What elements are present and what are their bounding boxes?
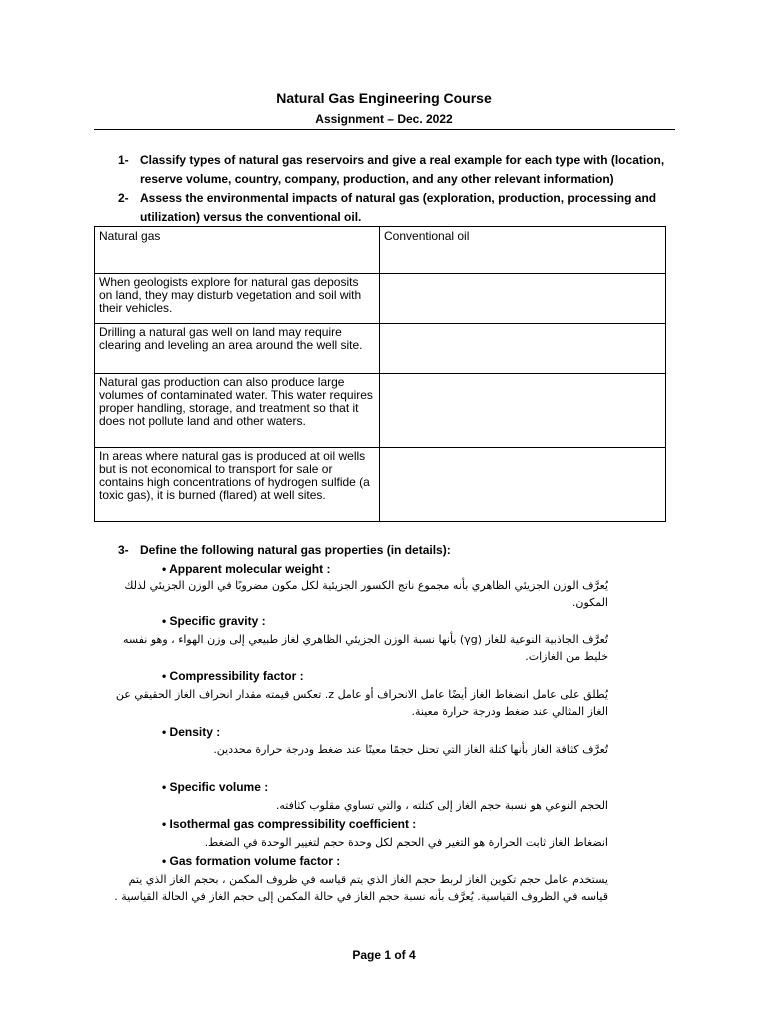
- question-1: [118, 151, 678, 189]
- question-3: [118, 541, 678, 560]
- table-cell-natural-gas: Drilling a natural gas well on land may require clearing and leveling an area around the well site.: [95, 324, 380, 374]
- property-heading: • Specific gravity :: [162, 614, 266, 628]
- property-heading: • Compressibility factor :: [162, 669, 304, 683]
- table-row: [95, 374, 666, 448]
- table-cell-conventional-oil: [380, 274, 666, 324]
- question-number: 1-: [118, 153, 129, 167]
- property-heading: • Isothermal gas compressibility coefficient :: [162, 817, 417, 831]
- question-text: Classify types of natural gas reservoirs and give a real example for each type with (location, reserve volume, country, company, production, and any other relevant information): [140, 153, 665, 186]
- property-definition: الحجم النوعي هو نسبة حجم الغاز إلى كتلته ، والتي تساوي مقلوب كثافته.: [275, 799, 608, 812]
- question-number: 2-: [118, 191, 129, 205]
- document-subtitle: Assignment – Dec. 2022: [315, 112, 453, 126]
- property-definition: تُعرَّف كثافة الغاز بأنها كتلة الغاز التي تحتل حجمًا معينًا عند ضغط ودرجة حرارة محددين.: [213, 743, 608, 756]
- question-number: 3-: [118, 543, 129, 557]
- question-text: Define the following natural gas properties (in details):: [140, 543, 451, 557]
- table-cell-natural-gas: Natural gas production can also produce large volumes of contaminated water. This water requires proper handling, storage, and treatment so that it does not pollute land and other waters.: [95, 374, 380, 448]
- table-cell-conventional-oil: [380, 374, 666, 448]
- property-definition: يُطلق على عامل انضغاط الغاز أيضًا عامل الانحراف أو عامل z. تعكس قيمته مقدار انحراف الغاز الحقيقي عن الغاز المثالي عند ضغط ودرجة حرارة معينة.: [115, 688, 608, 718]
- property-definition: تُعرَّف الجاذبية النوعية للغاز (γg) بأنها نسبة الوزن الجزيئي الظاهري لغاز طبيعي إلى وزن الهواء ، وهو نفسه خليط من الغازات.: [123, 633, 608, 663]
- document-title: Natural Gas Engineering Course: [276, 90, 492, 106]
- property-heading: • Apparent molecular weight :: [162, 562, 331, 576]
- table-row: [95, 324, 666, 374]
- header-natural-gas: Natural gas: [95, 227, 380, 274]
- property-definition: انضغاط الغاز ثابت الحرارة هو التغير في الحجم لكل وحدة حجم لتغيير الوحدة في الضغط.: [204, 836, 608, 849]
- property-heading: • Density :: [162, 725, 221, 739]
- property-heading: • Specific volume :: [162, 780, 269, 794]
- property-heading: • Gas formation volume factor :: [162, 854, 341, 868]
- table-cell-natural-gas: In areas where natural gas is produced at oil wells but is not economical to transport for sale or contains high concentrations of hydrogen sulfide (a toxic gas), it is burned (flared) at well sites.: [95, 448, 380, 522]
- question-text: Assess the environmental impacts of natural gas (exploration, production, processing and utilization) versus the conventional oil.: [140, 191, 657, 224]
- table-header-row: [95, 227, 666, 274]
- table-cell-conventional-oil: [380, 448, 666, 522]
- property-definition: يُعرَّف الوزن الجزيئي الظاهري بأنه مجموع ناتج الكسور الجزيئية لكل مكون مضروبًا في الوزن الجزيئي لذلك المكون.: [124, 579, 608, 609]
- page-number: Page 1 of 4: [352, 948, 416, 962]
- table-cell-natural-gas: When geologists explore for natural gas deposits on land, they may disturb vegetation and soil with their vehicles.: [95, 274, 380, 324]
- property-definition: يستخدم عامل حجم تكوين الغاز لربط حجم الغاز الذي يتم قياسه في ظروف المكمن ، بحجم الغاز الذي يتم قياسه في الظروف القياسية. يُعرَّف بأنه نسبة حجم الغاز في حالة المكمن إلى حجم الغاز في الحالة القياسية .: [114, 873, 608, 903]
- table-row: [95, 274, 666, 324]
- comparison-table: [94, 226, 666, 522]
- header-conventional-oil: Conventional oil: [380, 227, 666, 274]
- header-divider: [94, 129, 675, 130]
- question-2: [118, 189, 678, 227]
- table-row: [95, 448, 666, 522]
- table-cell-conventional-oil: [380, 324, 666, 374]
